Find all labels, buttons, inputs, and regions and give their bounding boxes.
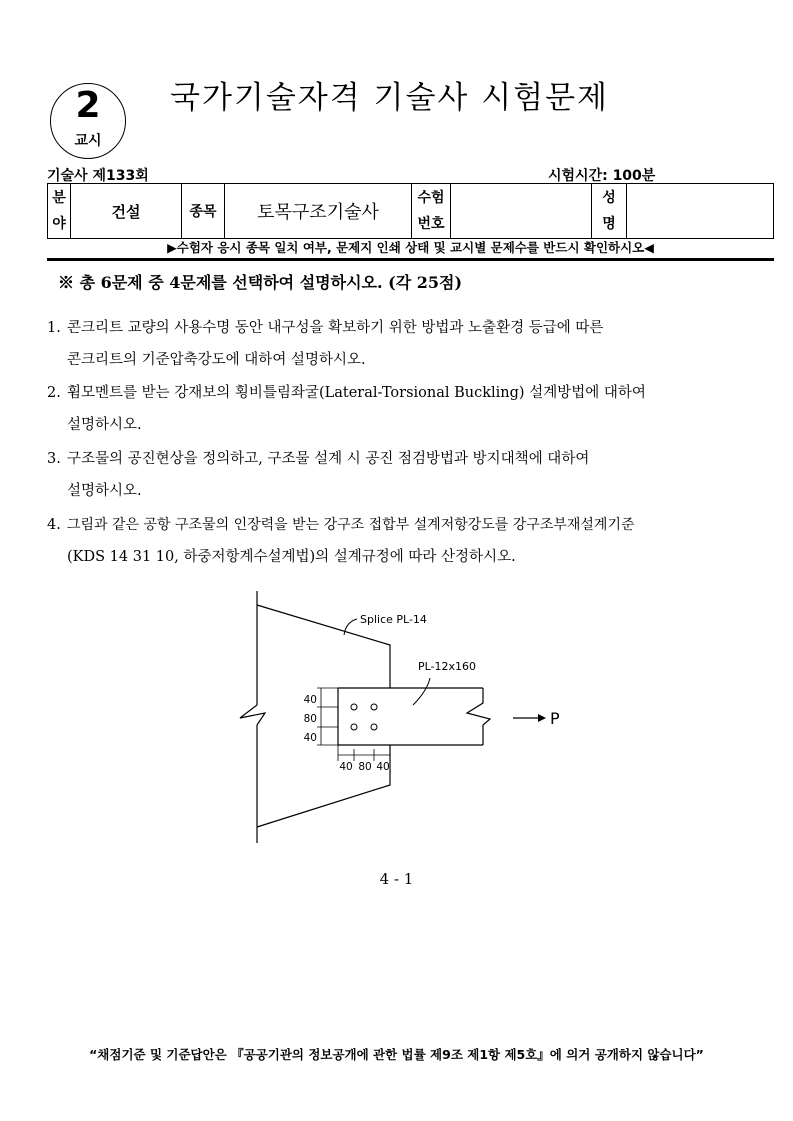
question-1	[47, 312, 747, 376]
category-value: 토목구조기술사	[225, 184, 412, 239]
vertical-dimension-lines	[317, 688, 338, 745]
question-4	[47, 509, 747, 573]
name-label-cell	[592, 184, 627, 239]
question-text: 콘크리트 교량의 사용수명 동안 내구성을 확보하기 위한 방법과 노출환경 등급에 따른	[67, 320, 604, 336]
question-text: 구조물의 공진현상을 정의하고, 구조물 설계 시 공진 점검방법과 방지대책에 대하여	[67, 451, 590, 467]
dimension-label: 40	[339, 761, 353, 773]
name-field[interactable]	[627, 184, 774, 239]
bolt-hole	[371, 704, 377, 710]
load-label: P	[550, 709, 560, 728]
main-plate-outline	[338, 688, 490, 745]
exam-round: 기술사 제133회	[47, 168, 149, 184]
field-label: 분야	[52, 190, 66, 232]
name-label: 성명	[602, 190, 616, 232]
dimension-label: 40	[303, 732, 317, 744]
question-number: 3.	[47, 451, 61, 467]
field-label-cell	[48, 184, 71, 239]
dimension-label: 80	[358, 761, 372, 773]
question-number: 1.	[47, 320, 61, 336]
notice: ▶수험자 응시 종목 일치 여부, 문제지 인쇄 상태 및 교시별 문제수를 반드시 확인하시오◀	[167, 240, 654, 255]
load-arrow	[513, 714, 546, 722]
question-text-continued: 설명하시오.	[67, 417, 142, 433]
bolt-holes	[351, 704, 377, 730]
splice-connection-figure	[220, 585, 580, 850]
page-number: 4 - 1	[379, 870, 414, 888]
page-title: 국가기술자격 기술사 시험문제	[170, 80, 610, 116]
question-text-continued: (KDS 14 31 10, 하중저항계수설계법)의 설계규정에 따라 산정하시오.	[67, 549, 516, 565]
exam-number-label: 수험번호	[417, 190, 445, 232]
plate-label: PL-12x160	[418, 660, 477, 673]
dimension-label: 80	[303, 713, 317, 725]
horizontal-dimension-lines	[338, 745, 390, 761]
question-text-continued: 콘크리트의 기준압축강도에 대하여 설명하시오.	[67, 352, 366, 368]
bolt-hole	[351, 704, 357, 710]
splice-label: Splice PL-14	[360, 613, 427, 626]
vertical-dimensions	[304, 694, 317, 744]
category-label: 종목	[182, 184, 225, 239]
bolt-hole	[351, 724, 357, 730]
exam-info-table	[47, 183, 774, 239]
instruction: ※ 총 6문제 중 4문제를 선택하여 설명하시오. (각 25점)	[58, 273, 463, 292]
bolt-hole	[371, 724, 377, 730]
question-text-continued: 설명하시오.	[67, 483, 142, 499]
exam-number-field[interactable]	[451, 184, 592, 239]
plate-leader	[413, 678, 430, 705]
question-number: 2.	[47, 385, 61, 401]
exam-number-label-cell	[412, 184, 451, 239]
session-label: 교시	[74, 133, 102, 149]
divider	[47, 258, 774, 261]
exam-time: 시험시간: 100분	[548, 168, 656, 184]
horizontal-dimensions	[339, 761, 389, 773]
dimension-label: 40	[303, 694, 317, 706]
question-text: 휨모멘트를 받는 강재보의 횡비틀림좌굴(Lateral-Torsional Buckling) 설계방법에 대하여	[67, 385, 646, 401]
dimension-label: 40	[376, 761, 390, 773]
footer-note: “채점기준 및 기준답안은 『공공기관의 정보공개에 관한 법률 제9조 제1항 제5호』에 의거 공개하지 않습니다”	[89, 1047, 704, 1062]
question-2	[47, 377, 747, 441]
question-number: 4.	[47, 517, 61, 533]
question-3	[47, 443, 747, 507]
question-text: 그림과 같은 공항 구조물의 인장력을 받는 강구조 접합부 설계저항강도를 강구조부재설계기준	[67, 517, 635, 533]
field-value: 건설	[71, 184, 182, 239]
session-number: 2	[75, 85, 101, 126]
